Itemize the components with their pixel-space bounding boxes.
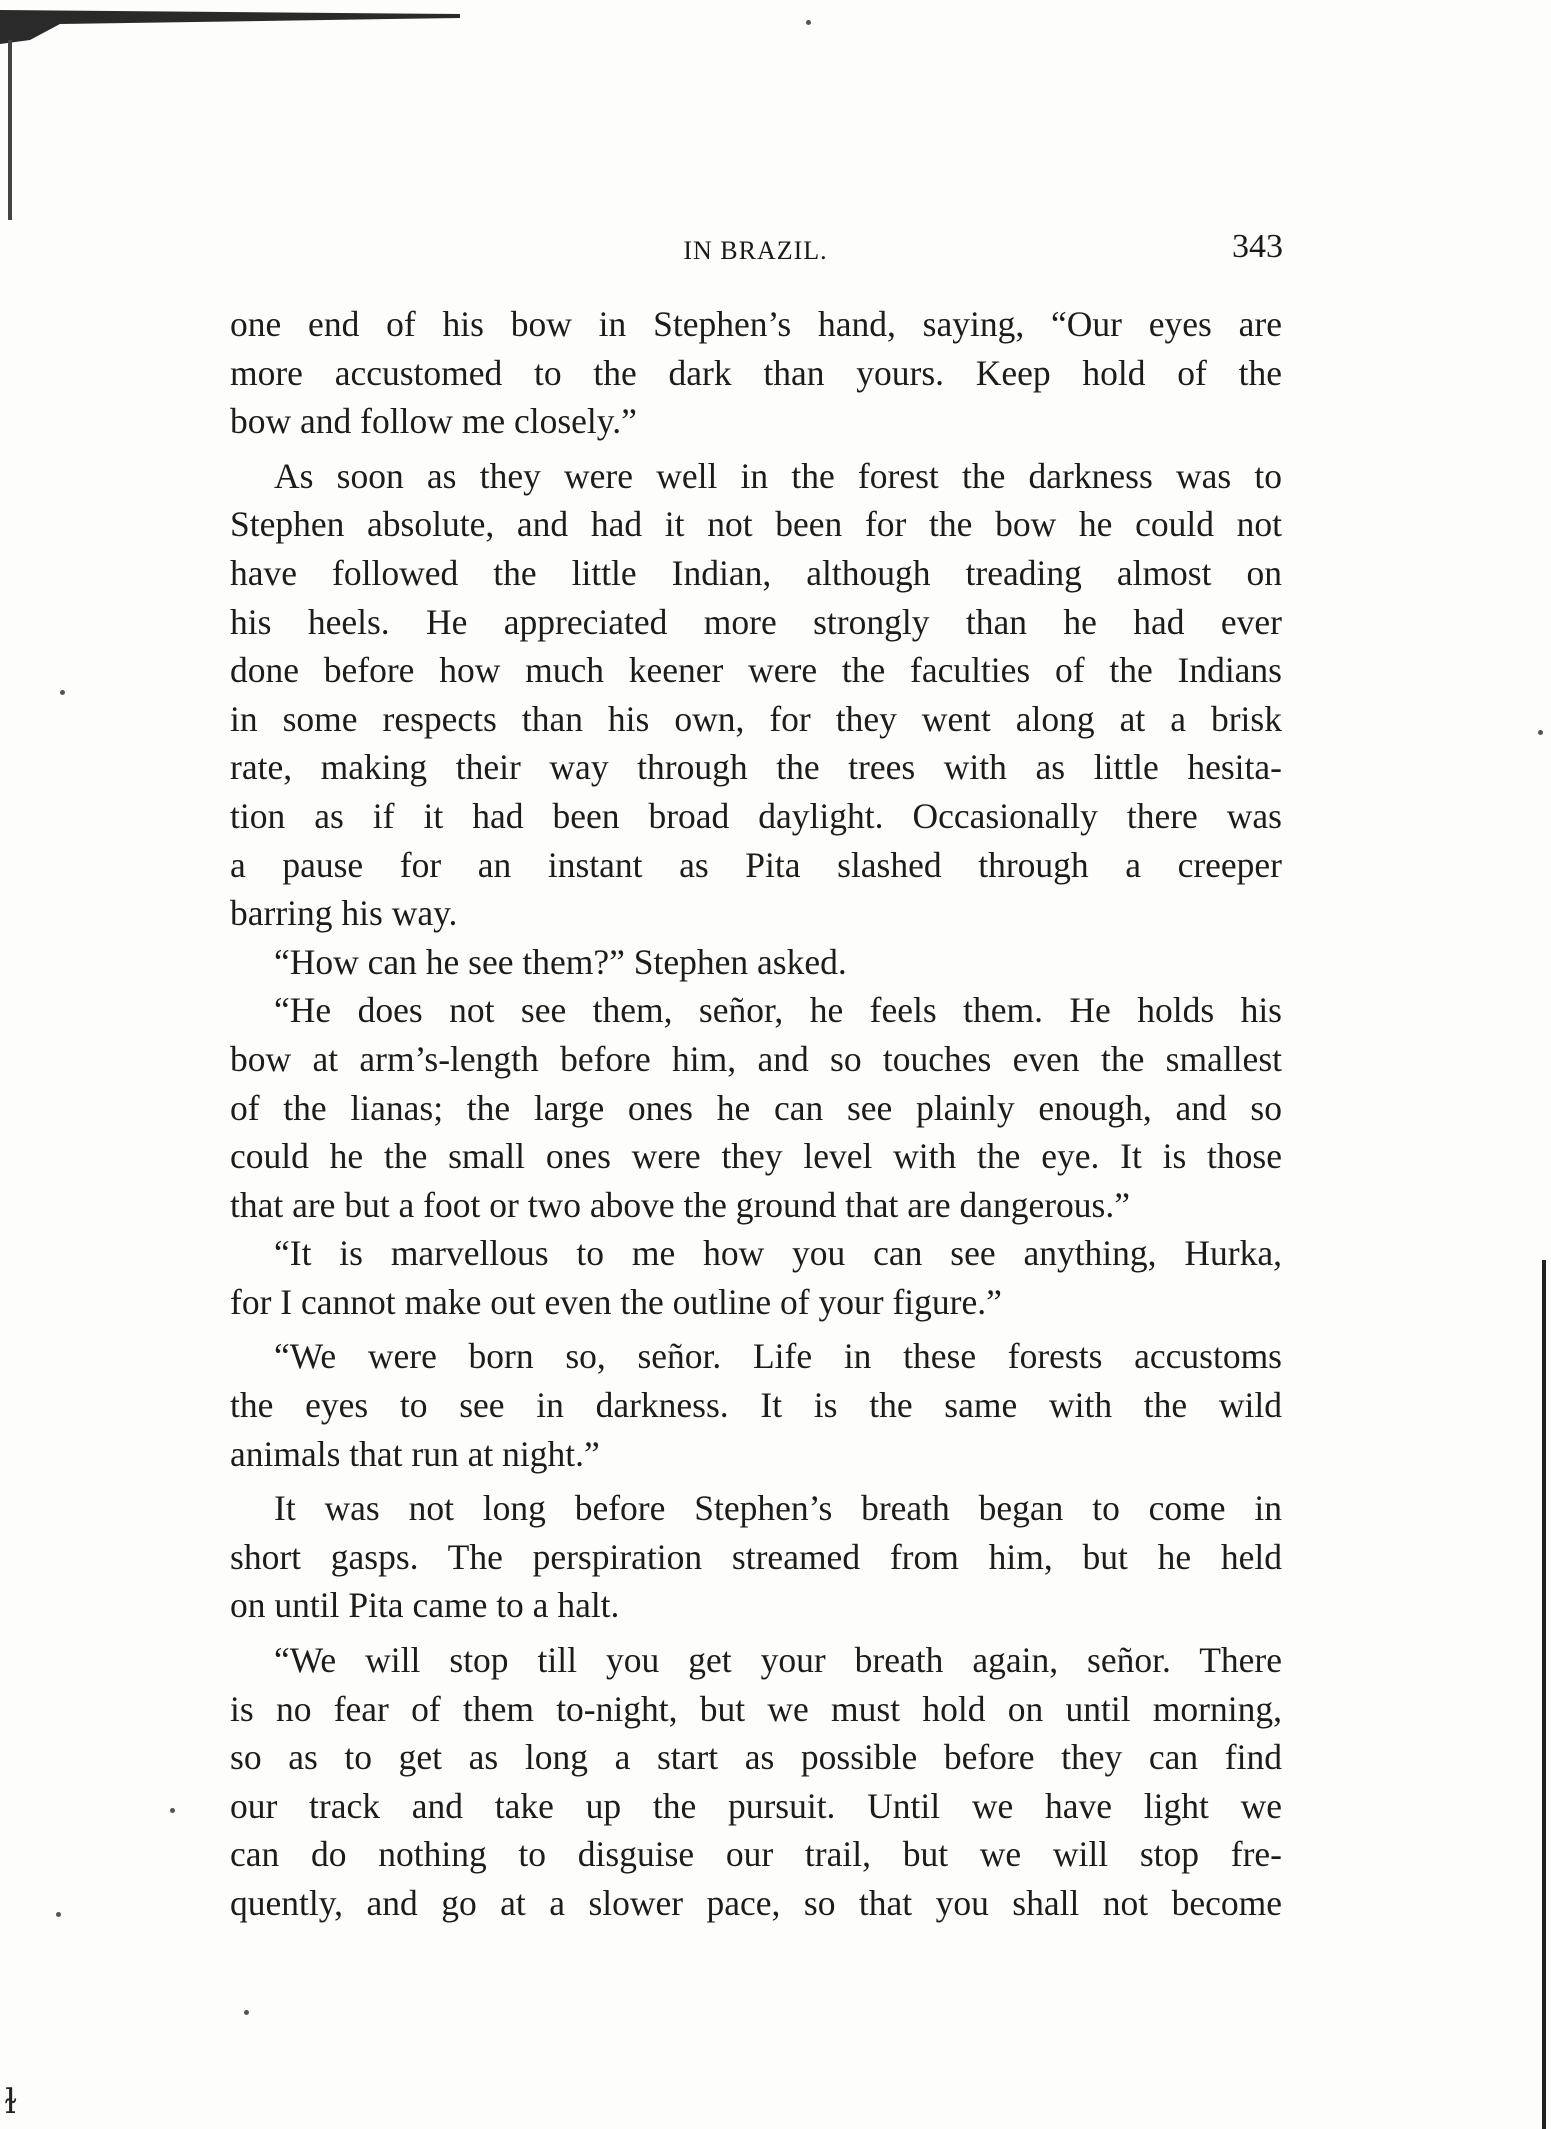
scan-speck <box>60 690 65 695</box>
text-line: rate, making their way through the trees with as little hesita- <box>230 747 1282 788</box>
text-line: done before how much keener were the faculties of the Indians <box>230 650 1282 691</box>
scan-speck <box>244 2010 249 2015</box>
text-line: the eyes to see in darkness. It is the same with the wild <box>230 1385 1282 1426</box>
text-line: Stephen absolute, and had it not been for the bow he could not <box>230 504 1282 545</box>
text-line: in some respects than his own, for they went along at a brisk <box>230 698 1282 739</box>
scan-speck <box>1538 730 1543 735</box>
text-line: of the lianas; the large ones he can see plainly enough, and so <box>230 1087 1282 1128</box>
text-line: “We will stop till you get your breath again, señor. There <box>274 1640 1282 1681</box>
text-line: tion as if it had been broad daylight. Occasionally there was <box>230 795 1282 836</box>
text-line: his heels. He appreciated more strongly than he had ever <box>230 601 1282 642</box>
text-line: “We were born so, señor. Life in these forests accustoms <box>274 1336 1282 1377</box>
text-line: more accustomed to the dark than yours. Keep hold of the <box>230 352 1282 393</box>
text-line: short gasps. The perspiration streamed from him, but he held <box>230 1536 1282 1577</box>
text-line: have followed the little Indian, although treading almost on <box>230 552 1282 593</box>
text-line: is no fear of them to-night, but we must hold on until morning, <box>230 1688 1282 1729</box>
text-line: barring his way. <box>230 893 458 934</box>
scan-edge-top-left <box>0 0 460 50</box>
text-line: on until Pita came to a halt. <box>230 1585 620 1626</box>
text-line: one end of his bow in Stephen’s hand, saying, “Our eyes are <box>230 304 1282 344</box>
text-line: for I cannot make out even the outline of your figure.” <box>230 1281 1002 1322</box>
text-line: “It is marvellous to me how you can see anything, Hurka, <box>274 1233 1282 1274</box>
text-line: so as to get as long a start as possible before they can find <box>230 1737 1282 1778</box>
text-line: that are but a foot or two above the ground that are dangerous.” <box>230 1184 1130 1225</box>
text-line: “How can he see them?” Stephen asked. <box>274 941 847 982</box>
text-line: “He does not see them, señor, he feels them. He holds his <box>274 990 1282 1031</box>
page-number: 343 <box>1232 228 1283 265</box>
text-line: It was not long before Stephen’s breath began to come in <box>274 1488 1282 1529</box>
text-line: can do nothing to disguise our trail, but we will stop fre- <box>230 1834 1282 1875</box>
body-text <box>230 300 1282 1928</box>
text-line: animals that run at night.” <box>230 1433 600 1474</box>
text-line: As soon as they were well in the forest the darkness was to <box>274 455 1282 496</box>
scan-speck <box>170 1808 175 1813</box>
scan-mark-bottom-left: ɫ <box>4 2082 17 2122</box>
scan-speck <box>56 1912 61 1917</box>
text-line: a pause for an instant as Pita slashed through a creeper <box>230 844 1282 885</box>
text-line: our track and take up the pursuit. Until we have light we <box>230 1785 1282 1826</box>
scan-edge-right <box>1542 1260 1546 2129</box>
text-line: bow and follow me closely.” <box>230 401 637 442</box>
text-line: bow at arm’s-length before him, and so touches even the smallest <box>230 1038 1282 1079</box>
running-header <box>228 228 1283 268</box>
running-title: IN BRAZIL. <box>683 236 828 265</box>
text-line: could he the small ones were they level with the eye. It is those <box>230 1136 1282 1177</box>
scan-edge-left <box>8 40 12 220</box>
text-line: quently, and go at a slower pace, so that you shall not become <box>230 1883 1282 1923</box>
scan-speck <box>806 20 811 25</box>
